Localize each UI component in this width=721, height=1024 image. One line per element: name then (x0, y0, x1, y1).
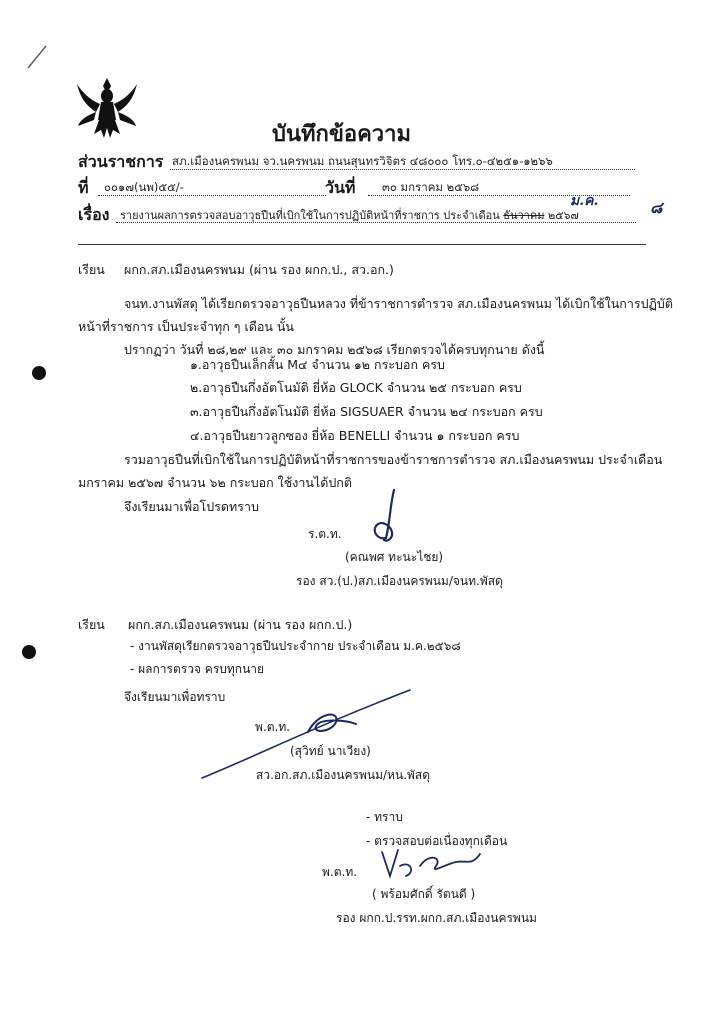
subject-year: ๒๕๖๗ (544, 209, 579, 222)
list-item: ๓.อาวุธปืนกึ่งอัตโนมัติ ยี่ห้อ SIGSUAER จำนวน ๒๔ กระบอก ครบ (190, 404, 543, 419)
date-value: ๓๐ มกราคม ๒๕๖๘ (382, 180, 480, 194)
section3-note: - ทราบ (366, 810, 403, 824)
section1-position: รอง สว.(ป.)สภ.เมืองนครพนม/จนท.พัสดุ (296, 574, 503, 588)
section2-position: สว.อก.สภ.เมืองนครพนม/หน.พัสดุ (256, 768, 430, 782)
agency-label: ส่วนราชการ (78, 152, 164, 171)
section1-rank: ร.ต.ท. (308, 527, 342, 541)
header-divider (78, 244, 646, 245)
subject-line (120, 206, 579, 224)
list-item: ๑.อาวุธปืนเล็กสั้น M๔ จำนวน ๑๒ กระบอก ครบ (190, 357, 445, 372)
memo-title: บันทึกข้อความ (272, 122, 412, 147)
section2-bullet: - ผลการตรวจ ครบทุกนาย (130, 662, 265, 676)
subject-label: เรื่อง (78, 205, 110, 224)
ref-label: ที่ (78, 178, 89, 197)
list-item: ๔.อาวุธปืนยาวลูกซอง ยี่ห้อ BENELLI จำนวน ๑ กระบอก ครบ (190, 428, 520, 443)
ref-value: ๐๐๑๗(นพ)๕๕/- (104, 180, 184, 194)
section1-to-label: เรียน (78, 262, 105, 277)
punch-hole-bottom (22, 645, 36, 659)
section2-rank: พ.ต.ท. (255, 720, 291, 734)
section1-closing: จึงเรียนมาเพื่อโปรดทราบ (124, 499, 259, 514)
section2-name: (สุวิทย์ นาเวียง) (290, 744, 371, 758)
section1-summary-line1: รวมอาวุธปืนที่เบิกใช้ในการปฏิบัติหน้าที่ราชการของข้าราชการตำรวจ สภ.เมืองนครพนม ประจำเดือน (124, 452, 663, 467)
pen-mark (26, 44, 48, 74)
section2-closing: จึงเรียนมาเพื่อทราบ (124, 690, 226, 704)
subject-struck-month: ธันวาคม (503, 209, 545, 222)
section1-para1-line2: หน้าที่ราชการ เป็นประจำทุก ๆ เดือน นั้น (78, 319, 294, 334)
punch-hole-top (32, 366, 46, 380)
section2-bullet: - งานพัสดุเรียกตรวจอาวุธปืนประจำกาย ประจำเดือน ม.ค.๒๕๖๘ (130, 639, 461, 653)
section3-rank: พ.ต.ท. (322, 865, 358, 879)
section1-signature (360, 488, 412, 550)
section2-to-value: ผกก.สภ.เมืองนครพนม (ผ่าน รอง ผกก.ป.) (128, 617, 353, 632)
subject-initial: ๘ (650, 198, 663, 217)
section3-name: ( พร้อมศักดิ์ รัตนดี ) (372, 887, 476, 901)
garuda-emblem (74, 76, 140, 144)
section3-signature (376, 842, 486, 886)
subject-value: รายงานผลการตรวจสอบอาวุธปืนที่เบิกใช้ในการปฏิบัติหน้าที่ราชการ ประจำเดือน (120, 209, 504, 222)
section1-para2: ปรากฏว่า วันที่ ๒๘,๒๙ และ ๓๐ มกราคม ๒๕๖๘ เรียกตรวจได้ครบทุกนาย ดังนี้ (124, 342, 545, 357)
list-item: ๒.อาวุธปืนกึ่งอัตโนมัติ ยี่ห้อ GLOCK จำนวน ๒๕ กระบอก ครบ (190, 380, 522, 395)
section2-to-label: เรียน (78, 617, 105, 632)
section1-name: (คณพศ ทะนะไชย) (345, 550, 444, 564)
section3-position: รอง ผกก.ป.รรท.ผกก.สภ.เมืองนครพนม (336, 911, 537, 925)
section3-note: - ตรวจสอบต่อเนื่องทุกเดือน (366, 834, 508, 848)
section1-summary-line2: มกราคม ๒๕๖๗ จำนวน ๖๒ กระบอก ใช้งานได้ปกติ (78, 475, 352, 490)
date-label: วันที่ (325, 178, 356, 197)
section1-to-value: ผกก.สภ.เมืองนครพนม (ผ่าน รอง ผกก.ป., สว.อก.) (124, 262, 394, 277)
section1-para1-line1: จนท.งานพัสดุ ได้เรียกตรวจอาวุธปืนหลวง ที่ข้าราชการตำรวจ สภ.เมืองนครพนม ได้เบิกใช้ในการปฏิบัติ (124, 296, 673, 311)
subject-handwritten-month: ม.ค. (570, 193, 599, 209)
agency-value: สภ.เมืองนครพนม จว.นครพนม ถนนสุนทรวิจิตร ๔๘๐๐๐ โทร.๐-๔๒๕๑-๑๒๖๖ (172, 154, 553, 168)
